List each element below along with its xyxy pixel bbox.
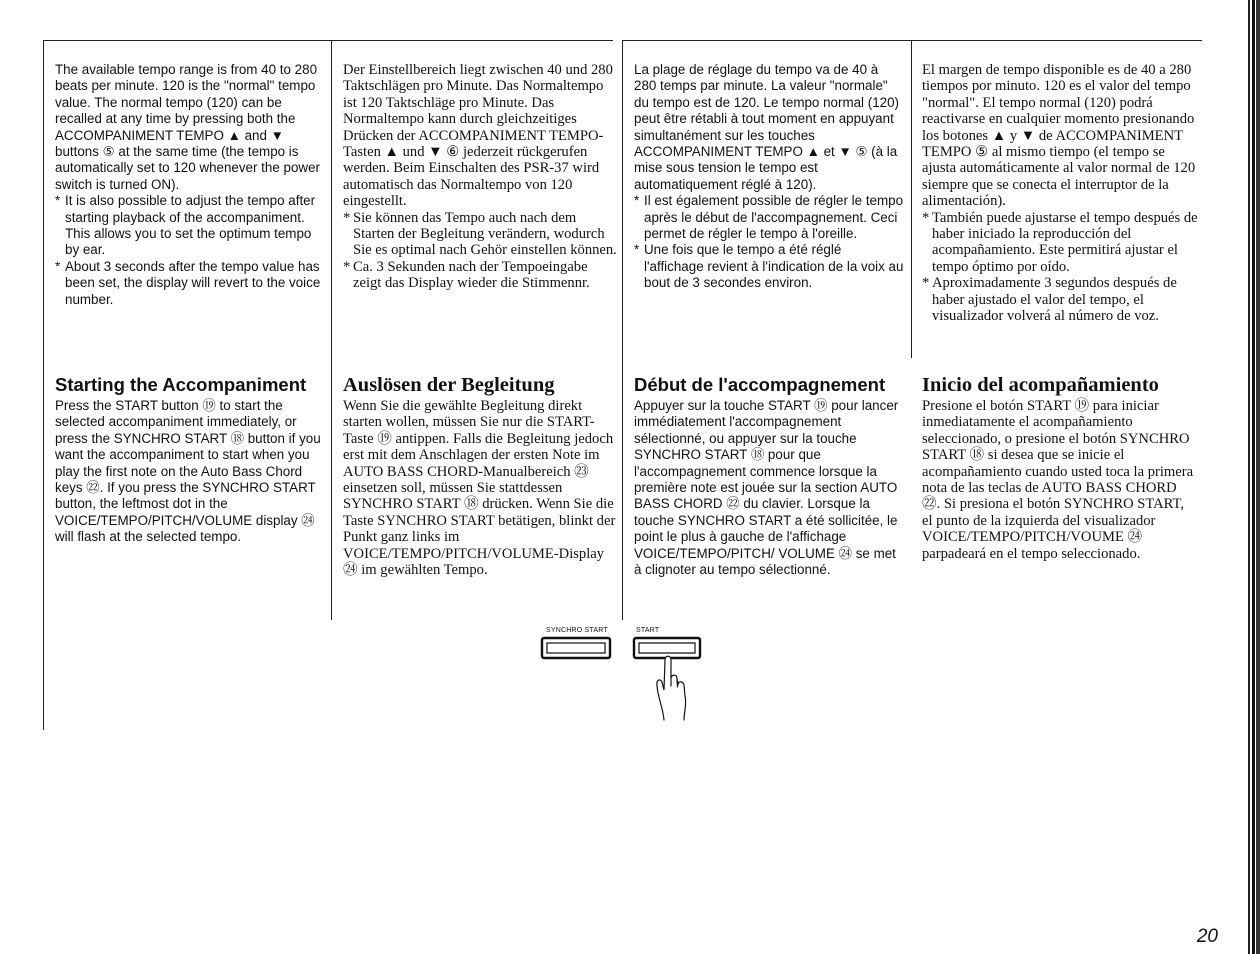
synchro-start-button-drawing [542, 638, 610, 658]
button-illustration [530, 634, 720, 726]
notes-list [634, 193, 904, 291]
tempo-paragraph: The available tempo range is from 40 to 280 beats per minute. 120 is the "normal" tempo value. The normal tempo (120) can be recalled at any time by pressing both the ACCOMPANIMENT TEMPO ▲ and ▼ buttons ⑤ at the same time (the tempo is automatically set to 120 whenever the power switch is turned ON). [55, 62, 320, 192]
section-heading: Starting the Accompaniment [55, 374, 307, 395]
notes-list [922, 210, 1198, 325]
tempo-section-english [55, 62, 325, 374]
notes-list [55, 193, 325, 308]
tempo-paragraph: El margen de tempo disponible es de 40 a 280 tiempos por minuto. 120 es el valor del tempo "normal". El tempo normal (120) podrá reactivarse en cualquier momento presionando los botones ▲ y ▼ de ACCOMPANIMENT TEMPO ⑤ al mismo tiempo (el tempo se ajusta automáticamente al valor normal de 120 siempre que se conecta el interruptor de la alimentación). [922, 62, 1196, 210]
note-item: * También puede ajustarse el tempo después de haber iniciado la reproducción del acompañamiento. Este permitirá ajustar el tempo óptimo por oído. [922, 210, 1198, 276]
tempo-section-german [343, 62, 617, 374]
column-english [55, 62, 325, 546]
note-item: * Ca. 3 Sekunden nach der Tempoeingabe zeigt das Display wieder die Stimmennr. [343, 259, 617, 292]
section-body: Appuyer sur la touche START ⑲ pour lancer immédiatement l'accompagnement sélectionné, ou appuyer sur la touche SYNCHRO START ⑱ pour que l'accompagnement commence lorsque la première note est jouée sur la section AUTO BASS CHORD ㉒ du clavier. Lorsque la touche SYNCHRO START a été sollicitée, le point le plus à gauche de l'affichage VOICE/TEMPO/PITCH/ VOLUME ㉔ se met à clignoter au tempo sélectionné. [634, 398, 899, 578]
top-rule-right [622, 40, 1202, 41]
section-heading: Début de l'accompagnement [634, 374, 886, 395]
tempo-paragraph: Der Einstellbereich liegt zwischen 40 und 280 Taktschlägen pro Minute. Das Normaltempo ist 120 Taktschläge pro Minute. Das Normaltempo kann durch gleichzeitiges Drücken der ACCOMPANIMENT TEMPO-Tasten ▲ und ▼ ⑥ jederzeit rückgerufen werden. Beim Einschalten des PSR-37 wird automatisch das Normaltempo von 120 eingestellt. [343, 62, 613, 210]
tempo-section-french [634, 62, 904, 374]
section-heading: Inicio del acompañamiento [922, 374, 1159, 396]
column-divider-3 [911, 40, 912, 358]
finger-pressing-icon [657, 656, 686, 720]
section-heading: Auslösen der Begleitung [343, 374, 555, 396]
tempo-section-spanish [922, 62, 1198, 374]
tempo-paragraph: La plage de réglage du tempo va de 40 à 280 temps par minute. La valeur "normale" du tempo est de 120. Le tempo normal (120) peut être rétabli à tout moment en appuyant simultanément sur les touches ACCOMPANIMENT TEMPO ▲ et ▼ ⑤ (à la mise sous tension le tempo est automatiquement réglé à 120). [634, 62, 899, 192]
column-divider-1 [331, 40, 332, 620]
section-body: Press the START button ⑲ to start the selected accompaniment immediately, or press the SYNCHRO START ⑱ button if you want the accompaniment to start when you play the first note on the Auto Bass Chord keys ㉒. If you press the SYNCHRO START button, the leftmost dot in the VOICE/TEMPO/PITCH/VOLUME display ㉔ will flash at the selected tempo. [55, 398, 321, 545]
synchro-start-label: SYNCHRO START [546, 627, 608, 634]
note-item: * Il est également possible de régler le tempo après le début de l'accompagnement. Ceci permet de régler le tempo à l'oreille. [634, 193, 904, 242]
start-button-drawing [634, 638, 700, 658]
section-body: Presione el botón START ⑲ para iniciar inmediatamente el acompañamiento seleccionado, o presione el botón SYNCHRO START ⑱ si desea que se inicie el acompañamiento cuando usted toca la primera nota de las teclas de AUTO BASS CHORD ㉒. Si presiona el botón SYNCHRO START, el punto de la izquierda del visualizador VOICE/TEMPO/PITCH/VOUME ㉔ parpadeará en el tempo seleccionado. [922, 398, 1194, 562]
page-number: 20 [1196, 926, 1218, 947]
note-item: * Une fois que le tempo a été réglé l'affichage revient à l'indication de la voix au bout de 3 secondes environ. [634, 242, 904, 291]
note-item: * Aproximadamente 3 segundos después de haber ajustado el valor del tempo, el visualizador volverá al número de voz. [922, 275, 1198, 324]
note-item: * About 3 seconds after the tempo value has been set, the display will revert to the voice number. [55, 259, 325, 308]
column-divider-2 [622, 40, 623, 620]
start-label: START [636, 627, 660, 634]
note-item: * Sie können das Tempo auch nach dem Starten der Begleitung verändern, wodurch Sie es optimal nach Gehör einstellen können. [343, 210, 617, 259]
column-german [343, 62, 617, 578]
column-spanish [922, 62, 1198, 562]
section-body: Wenn Sie die gewählte Begleitung direkt starten wollen, müssen Sie nur die START-Taste ⑲ antippen. Falls die Begleitung jedoch erst mit dem Anschlagen der ersten Note im AUTO BASS CHORD-Manualbereich ㉓ einsetzen soll, müssen Sie stattdessen SYNCHRO START ⑱ drücken. Wenn Sie die Taste SYNCHRO START betätigen, blinkt der Punkt ganz links im VOICE/TEMPO/PITCH/VOLUME-Display ㉔ im gewählten Tempo. [343, 398, 616, 579]
note-item: * It is also possible to adjust the tempo after starting playback of the accompaniment. This allows you to set the optimum tempo by ear. [55, 193, 325, 259]
notes-list [343, 210, 617, 292]
column-french [634, 62, 904, 578]
top-rule-left [44, 40, 613, 41]
column-divider-left-edge [43, 40, 44, 730]
scan-edge [1246, 0, 1260, 954]
